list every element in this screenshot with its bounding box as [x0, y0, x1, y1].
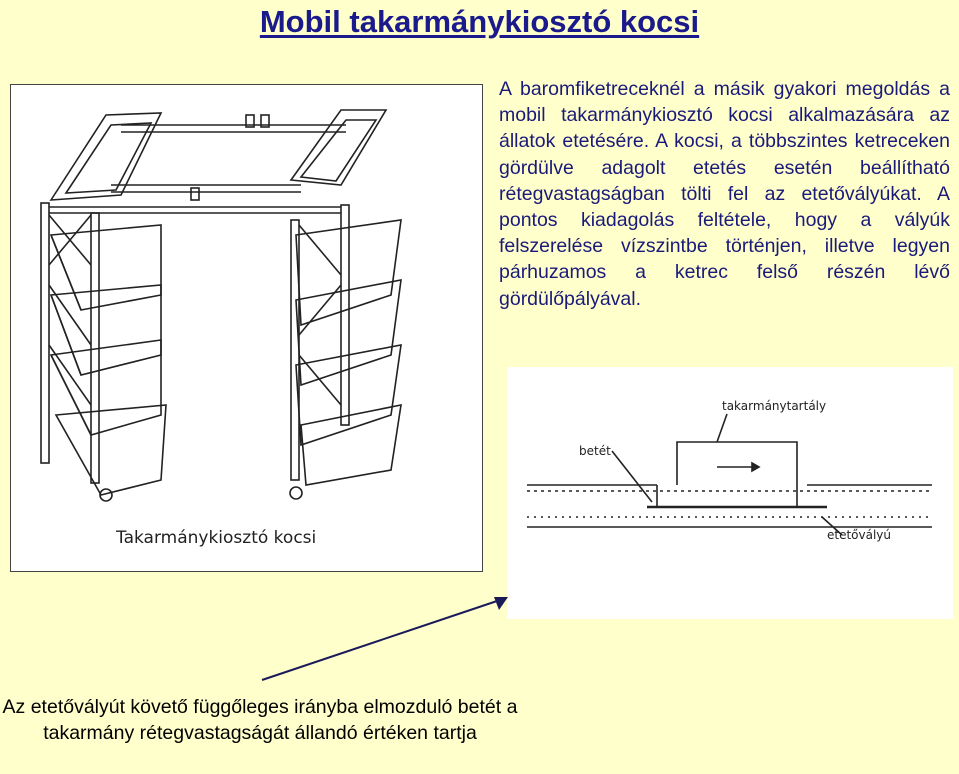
label-insert: betét: [579, 444, 611, 458]
label-trough: etetővályú: [827, 528, 892, 542]
bottom-caption: Az etetővályút követő függőleges irányba elmozduló betét a takarmány rétegvastagságát állandó értéken tartja: [2, 696, 518, 744]
feed-cart-caption: Takarmánykiosztó kocsi: [116, 528, 317, 548]
trough-section-figure: [507, 367, 953, 619]
description-text: A baromfiketreceknél a másik gyakori megoldás a mobil takarmánykiosztó kocsi alkalmazására az állatok etetésére. A kocsi, a többszintes ketreceken gördülve adagolt etetés esetén beállítható rétegvastagságban tölti fel az etetővályúkat. A pontos kiadagolás feltétele, hogy a vályúk felszerelése vízszintbe történjen, illetve legyen párhuzamos a ketrec felső részén lévő gördülőpályával.: [499, 78, 950, 310]
feed-cart-figure: [10, 84, 483, 572]
trough-section-drawing: [507, 367, 953, 619]
page-title: Mobil takarmánykiosztó kocsi: [259, 4, 700, 39]
label-tank: takarmánytartály: [722, 399, 827, 413]
feed-cart-drawing: [11, 85, 482, 571]
